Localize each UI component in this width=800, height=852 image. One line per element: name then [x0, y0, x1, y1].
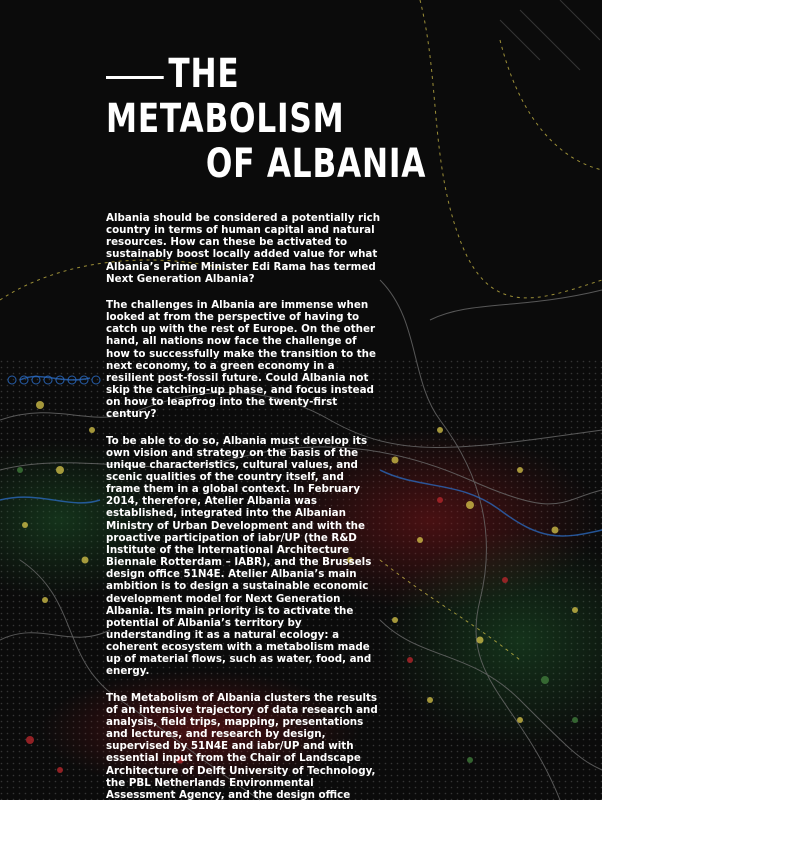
page-margin — [602, 0, 800, 800]
cover-body-text — [106, 212, 381, 852]
paragraph-3: To be able to do so, Albania must develop its own vision and strategy on the basis of the unique characteristics, cultural values, and scenic qualities of the country itself, and frame them in a global context. In February 2014, therefore, Atelier Albania was established, integrated into the Albanian Ministry of Urban Development and with the proactive participation of iabr/UP (the R&D Institute of the International Architecture Biennale Rotterdam – IABR), and the Brussels design office 51N4E. Atelier Albania’s main ambition is to design a sustainable economic development model for Next Generation Albania. Its main priority is to activate the potential of Albania’s territory by understanding it as a natural ecology: a coherent ecosystem with a metabolism made up of material flows, such as water, food, and energy. — [106, 434, 372, 678]
title-line-1 — [106, 52, 340, 97]
title-line-2: METABOLISM — [106, 96, 345, 142]
title-text-1: THE — [168, 51, 240, 97]
paragraph-2: The challenges in Albania are immense when looked at from the perspective of having to catch up with the rest of Europe. On the other hand, all nations now face the challenge of how to successfully make the transition to the next economy, to a green economy in a resilient post-fossil future. Could Albania not skip the catching-up phase, and focus instead on how to leapfrog into the twenty-first century? — [106, 298, 376, 421]
title-dash — [106, 76, 164, 79]
cover-title — [106, 51, 427, 187]
title-line-3: OF ALBANIA — [205, 141, 427, 187]
paragraph-1: Albania should be considered a potentially rich country in terms of human capital and natural resources. How can these be activated to sustainably boost locally added value for what Albania’s Prime Minister Edi Rama has termed Next Generation Albania? — [106, 212, 381, 285]
paragraph-4: The Metabolism of Albania clusters the results of an intensive trajectory of data research and analysis, field trips, mapping, presentations and lectures, and research by design, supervised by 51N4E and iabr/UP and with essential input from the Chair of Landscape Architecture of Delft University of Technology, the PBL Netherlands Environmental Assessment Agency, and the design office .FABRIC, in close collaboration with the National Territorial Planning Agency of Albania (AKPT) and many other Albanian partners. — [106, 691, 379, 838]
